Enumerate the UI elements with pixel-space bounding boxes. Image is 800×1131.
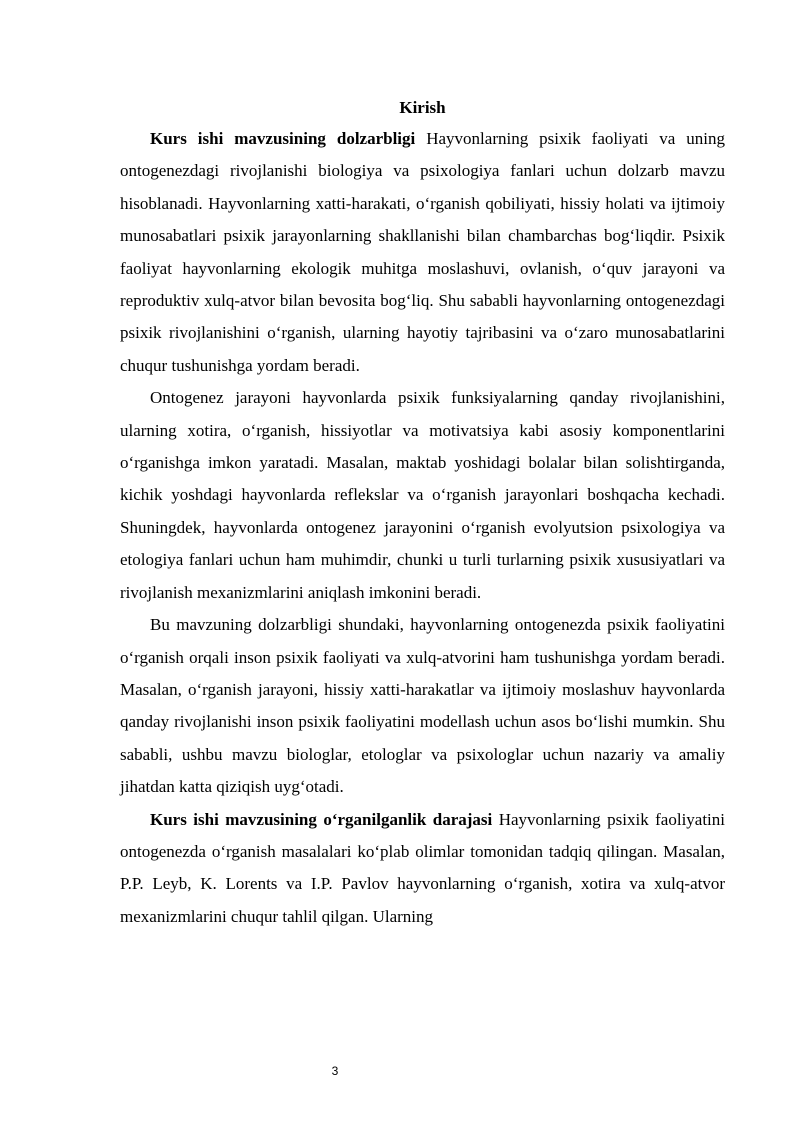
paragraph-lead: Kurs ishi mavzusining oʻrganilganlik darajasi: [150, 809, 493, 829]
paragraph-text: Ontogenez jarayoni hayvonlarda psixik funksiyalarning qanday rivojlanishini, ularning xotira, oʻrganish, hissiyotlar va motivatsiya kabi asosiy komponentlarini oʻrganishga imkon yaratadi. Masalan, maktab yoshidagi bolalar bilan solishtirganda, kichik yoshdagi hayvonlarda reflekslar va oʻrganish jarayonlari boshqacha kechadi. Shuningdek, hayvonlarda ontogenez jarayonini oʻrganish evolyutsion psixologiya va etologiya fanlari uchun ham muhimdir, chunki u turli turlarning psixik xususiyatlari va rivojlanish mexanizmlarini aniqlash imkonini beradi.: [120, 388, 725, 602]
paragraph-significance: [120, 609, 725, 803]
paragraph-text: Hayvonlarning psixik faoliyati va uning ontogenezdagi rivojlanishi biologiya va psixologiya fanlari uchun dolzarb mavzu hisoblanadi. Hayvonlarning xatti-harakati, oʻrganish qobiliyati, hissiy holati va ijtimoiy munosabatlari psixik jarayonlarning shakllanishi bilan chambarchas bogʻliqdir. Psixik faoliyat hayvonlarning ekologik muhitga moslashuvi, ovlanish, oʻquv jarayoni va reproduktiv xulq-atvor bilan bevosita bogʻliq. Shu sababli hayvonlarning ontogenezdagi psixik rivojlanishini oʻrganish, ularning hayotiy tajribasini va oʻzaro munosabatlarini chuqur tushunishga yordam beradi.: [120, 129, 726, 375]
paragraph-ontogenesis: [120, 382, 725, 609]
paragraph-text: Hayvonlarning psixik faoliyatini ontogenezda oʻrganish masalalari koʻplab olimlar tomonidan tadqiq qilingan. Masalan, P.P. Leyb, K. Lorents va I.P. Pavlov hayvonlarning oʻrganish, xotira va xulq-atvor mexanizmlarini chuqur tahlil qilgan. Ularning: [120, 809, 726, 926]
paragraph-text: Bu mavzuning dolzarbligi shundaki, hayvonlarning ontogenezda psixik faoliyatini oʻrganish orqali inson psixik faoliyati va xulq-atvorini ham tushunishga yordam beradi. Masalan, oʻrganish jarayoni, hissiy xatti-harakatlar va ijtimoiy moslashuv hayvonlarda qanday rivojlanishi inson psixik faoliyatini modellash uchun asos boʻlishi mumkin. Shu sababli, ushbu mavzu biologlar, etologlar va psixologlar uchun nazariy va amaliy jihatdan katta qiziqish uygʻotadi.: [120, 615, 725, 797]
paragraph-lead: Kurs ishi mavzusining dolzarbligi: [150, 129, 416, 148]
paragraph-relevance: [120, 123, 725, 382]
page-title: Kirish: [399, 98, 446, 117]
page-number: 3: [331, 1064, 339, 1078]
page-content: [120, 93, 725, 933]
paragraph-study-level: [120, 804, 725, 934]
